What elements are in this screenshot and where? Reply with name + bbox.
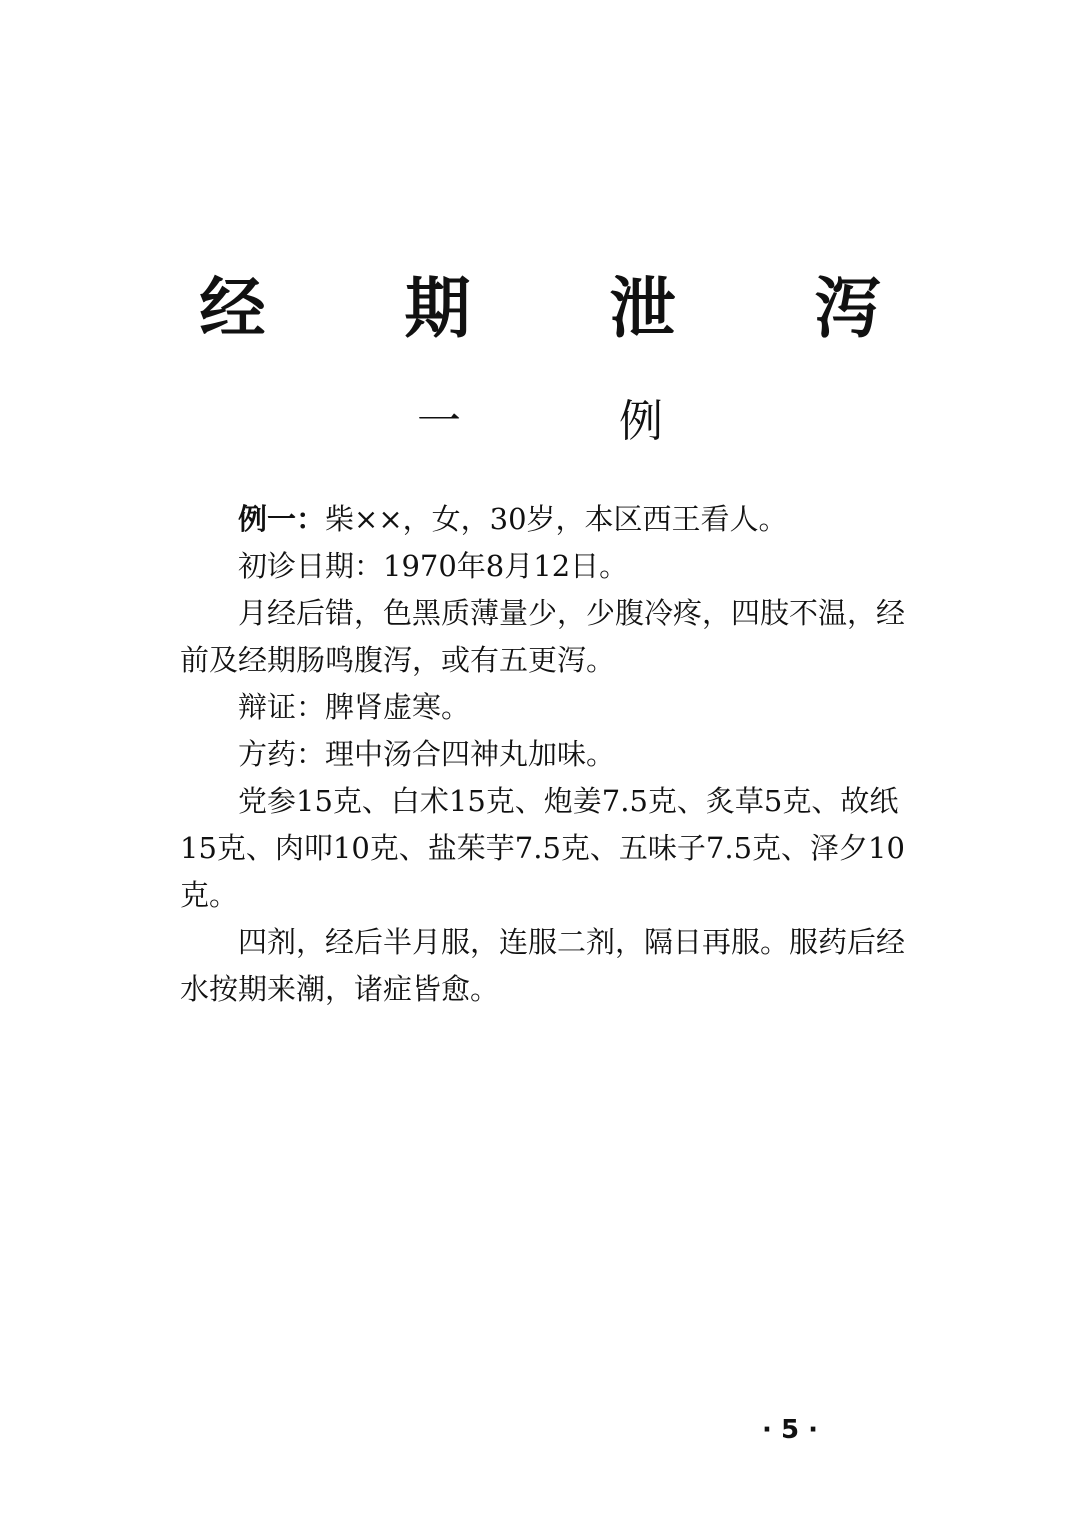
page-title: 经 期 泄 泻 — [199, 269, 939, 347]
outcome-paragraph: 四剂，经后半月服，连服二剂，隔日再服。服药后经水按期来潮，诸症皆愈。 — [180, 925, 906, 1006]
case-label: 例一： — [238, 502, 326, 536]
section-title: 一 例 — [417, 396, 735, 447]
ingredients-paragraph: 党参15克、白术15克、炮姜7.5克、炙草5克、故纸15克、肉叩10克、盐茱芋7.5克、五味子7.5克、泽夕10克。 — [180, 784, 905, 912]
prescription-paragraph: 方药：理中汤合四神丸加味。 — [238, 737, 616, 771]
first-visit-date: 初诊日期：1970年8月12日。 — [238, 549, 629, 583]
case-intro-text: 柴××，女，30岁，本区西王看人。 — [325, 502, 788, 536]
symptoms-paragraph: 月经后错，色黑质薄量少，少腹冷疼，四肢不温，经前及经期肠鸣腹泻，或有五更泻。 — [180, 596, 906, 677]
page-number: · 5 · — [762, 1415, 818, 1445]
diagnosis-paragraph: 辩证：脾肾虚寒。 — [238, 690, 471, 724]
case-intro-paragraph — [180, 496, 910, 543]
case-body — [180, 496, 910, 1013]
